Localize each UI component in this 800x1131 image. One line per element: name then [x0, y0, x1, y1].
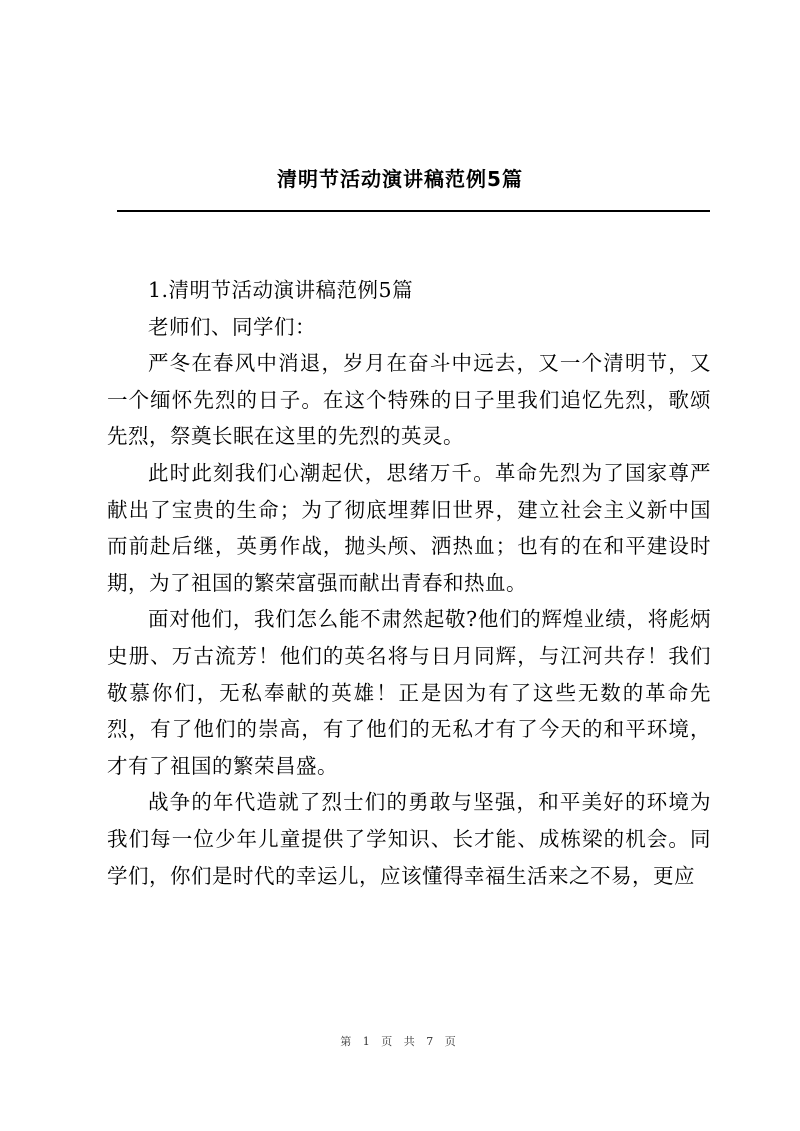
paragraph: 战争的年代造就了烈士们的勇敢与坚强，和平美好的环境为我们每一位少年儿童提供了学知识、长才能、成栋梁的机会。同学们，你们是时代的幸运儿，应该懂得幸福生活来之不易，更应 [107, 790, 711, 888]
paragraph: 此时此刻我们心潮起伏，思绪万千。革命先烈为了国家尊严献出了宝贵的生命；为了彻底埋葬旧世界，建立社会主义新中国而前赴后继，英勇作战，抛头颅、洒热血；也有的在和平建设时期，为了祖国的繁荣富强而献出青春和热血。 [107, 460, 711, 595]
paragraph-heading: 1.清明节活动演讲稿范例5篇 [148, 278, 414, 302]
title-divider [117, 210, 710, 212]
page-number-footer: 第 1 页 共 7 页 [340, 1035, 460, 1048]
paragraph: 面对他们，我们怎么能不肃然起敬?他们的辉煌业绩，将彪炳史册、万古流芳！他们的英名将与日月同辉，与江河共存！我们敬慕你们，无私奉献的英雄！正是因为有了这些无数的革命先烈，有了他们的崇高，有了他们的无私才有了今天的和平环境，才有了祖国的繁荣昌盛。 [107, 607, 711, 778]
document-body [107, 272, 711, 894]
paragraph: 严冬在春风中消退，岁月在奋斗中远去，又一个清明节，又一个缅怀先烈的日子。在这个特殊的日子里我们追忆先烈，歌颂先烈，祭奠长眠在这里的先烈的英灵。 [107, 351, 711, 449]
document-title: 清明节活动演讲稿范例5篇 [277, 167, 523, 191]
paragraph-salutation: 老师们、同学们： [148, 314, 316, 339]
